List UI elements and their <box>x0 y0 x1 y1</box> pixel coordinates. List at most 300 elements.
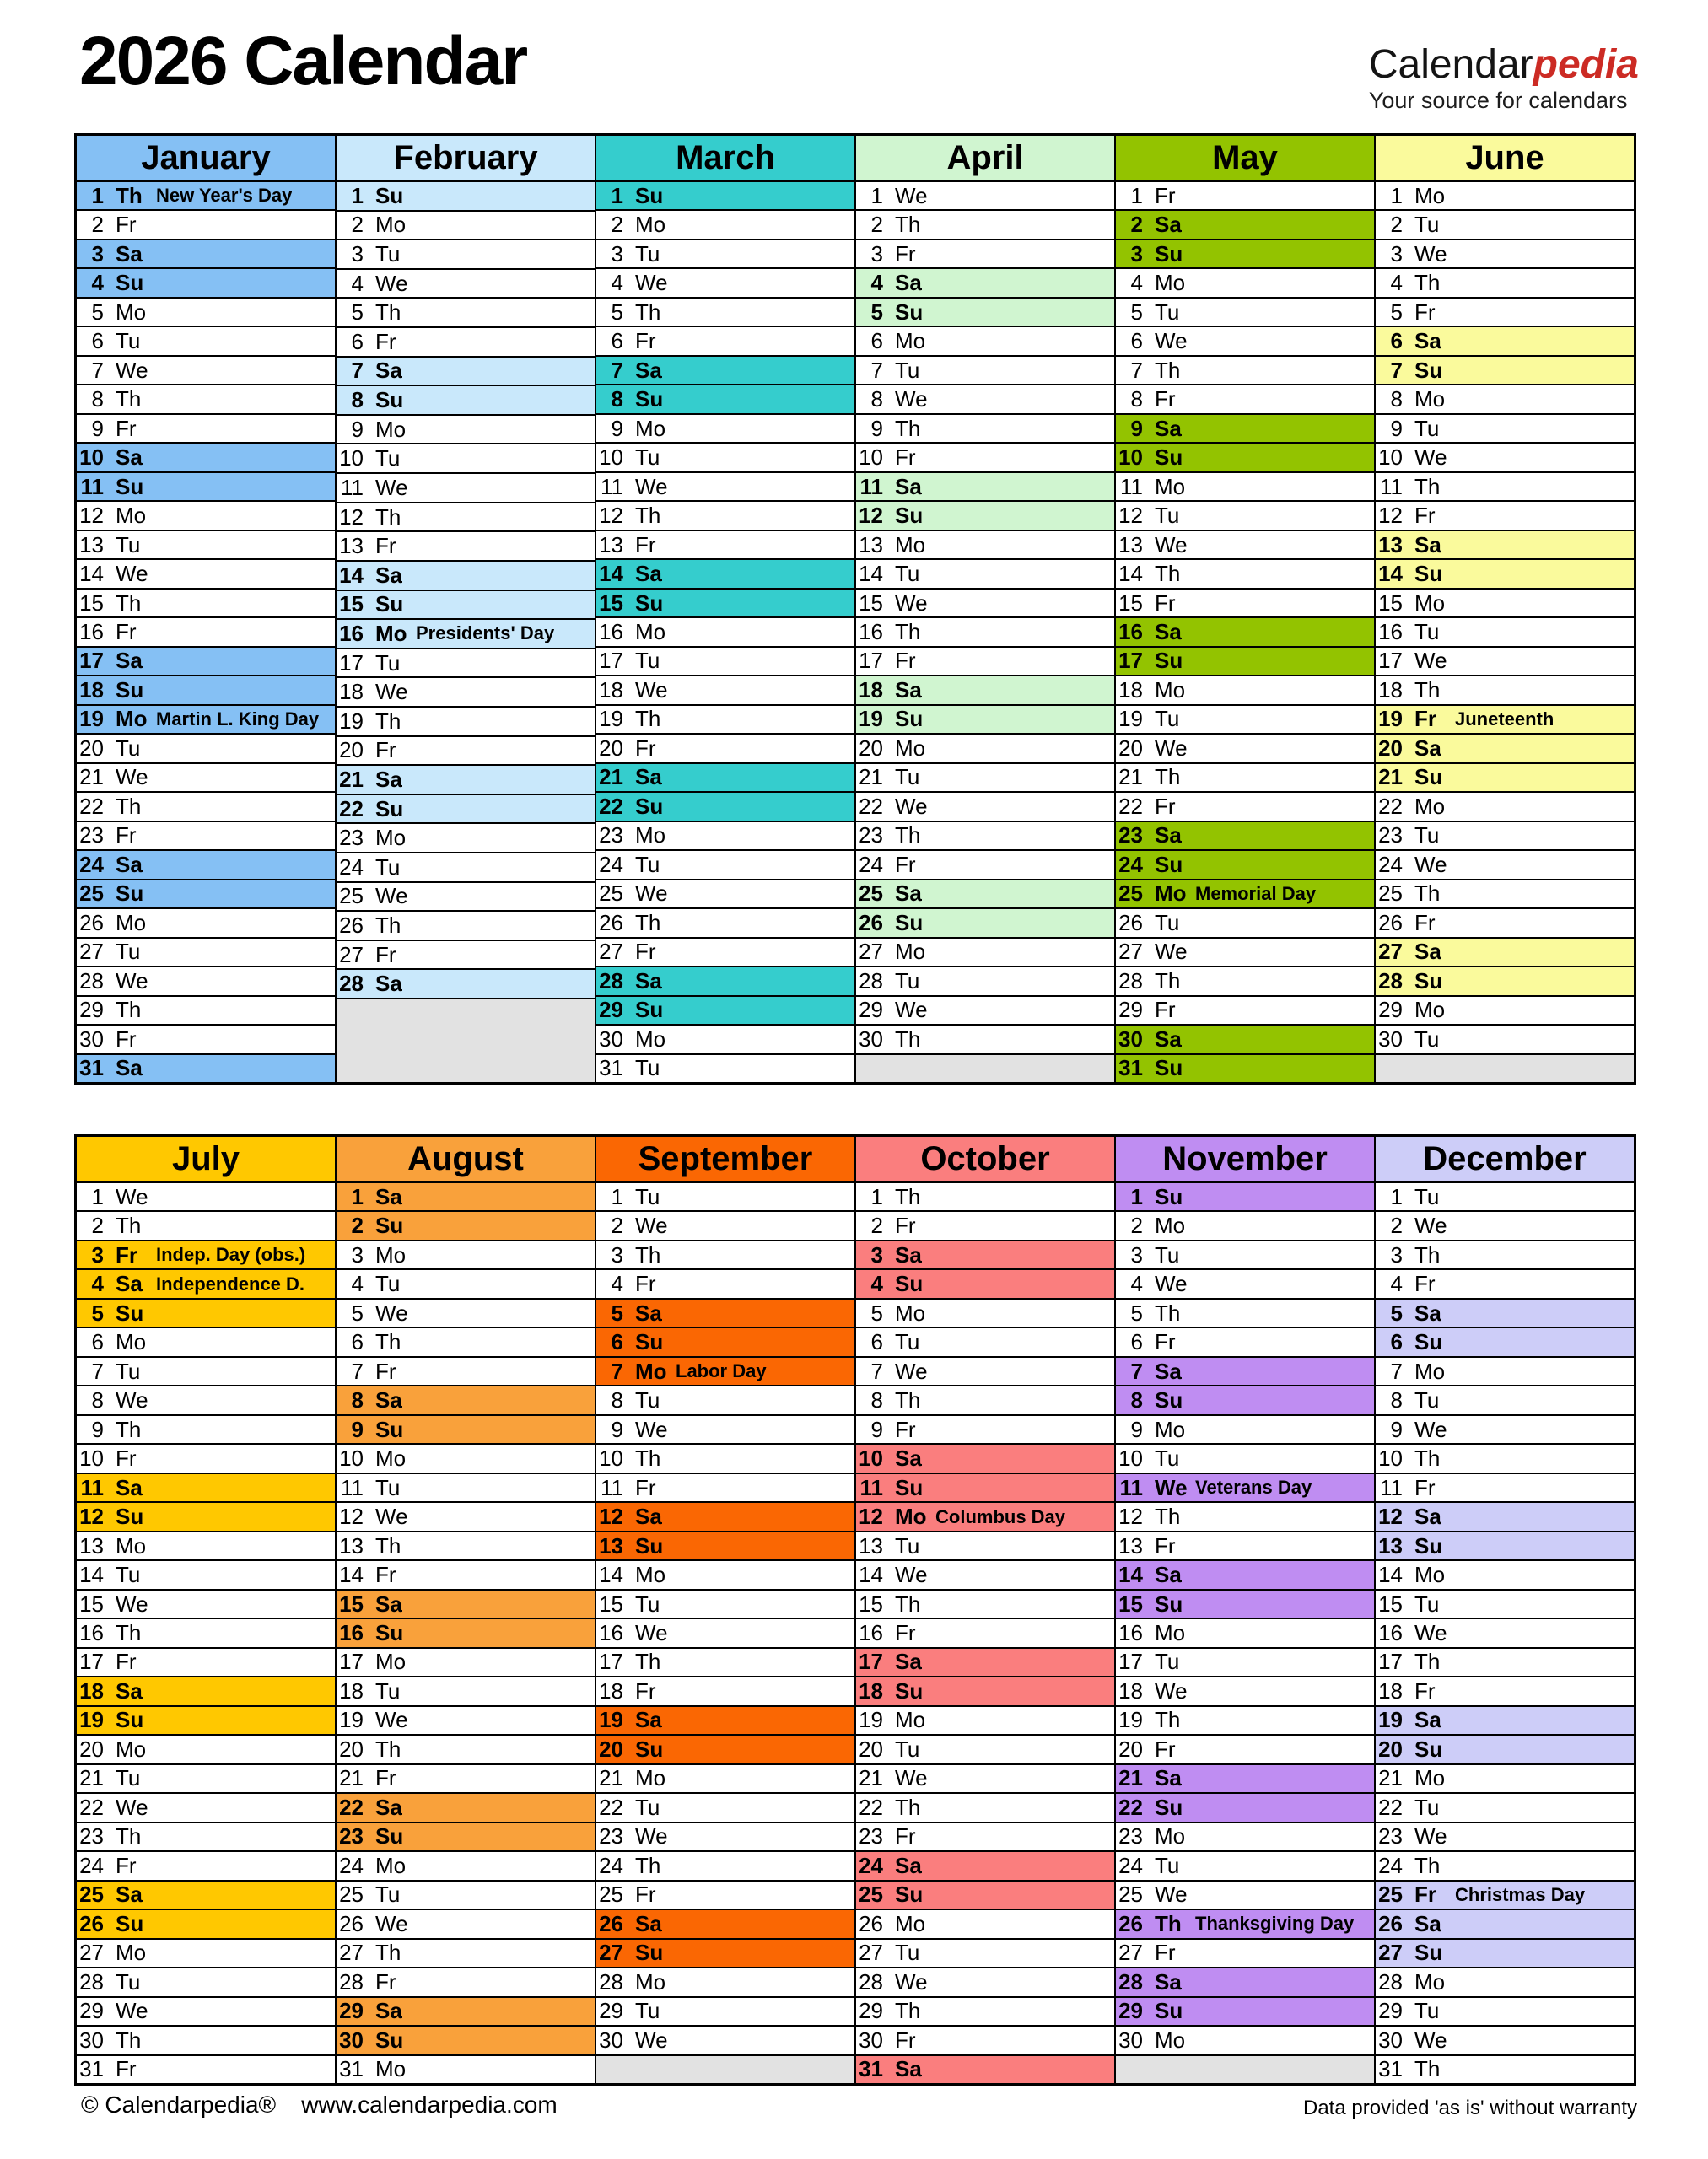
day-cell <box>1116 1414 1374 1443</box>
weekday-abbr: Tu <box>116 1765 141 1791</box>
day-cell <box>337 1618 595 1646</box>
month-column-october <box>854 1137 1114 2083</box>
day-cell <box>596 442 854 471</box>
day-number: 20 <box>859 1736 883 1762</box>
weekday-abbr: Sa <box>375 971 402 997</box>
day-number: 9 <box>1390 1416 1403 1442</box>
day-cell <box>1116 1473 1374 1501</box>
weekday-abbr: Fr <box>375 941 396 967</box>
weekday-abbr: Su <box>375 1213 404 1239</box>
day-cell <box>856 267 1114 296</box>
day-number: 4 <box>611 270 623 296</box>
day-number: 24 <box>339 1852 364 1878</box>
day-number: 10 <box>79 444 104 471</box>
weekday-abbr: Fr <box>1155 997 1176 1023</box>
day-cell <box>596 558 854 587</box>
weekday-abbr: Su <box>375 1620 404 1645</box>
day-number: 26 <box>859 1910 883 1936</box>
weekday-abbr: We <box>895 590 928 616</box>
day-number: 16 <box>1118 619 1143 644</box>
day-cell <box>337 1385 595 1413</box>
weekday-abbr: Fr <box>1414 1271 1436 1297</box>
day-cell <box>77 733 335 762</box>
day-cell <box>1116 2025 1374 2054</box>
day-number: 3 <box>91 1241 104 1268</box>
day-number: 23 <box>339 1823 364 1849</box>
weekday-abbr: Sa <box>1414 1707 1441 1733</box>
day-number: 7 <box>1390 357 1403 383</box>
weekday-abbr: We <box>1414 444 1447 471</box>
day-cell <box>596 1024 854 1053</box>
weekday-abbr: Tu <box>1155 706 1180 732</box>
day-number: 12 <box>859 1504 883 1530</box>
weekday-abbr: Th <box>635 1446 661 1472</box>
logo-part-calendar: Calendar <box>1368 42 1533 87</box>
weekday-abbr: Fr <box>116 415 137 441</box>
weekday-abbr: Su <box>1155 648 1183 674</box>
weekday-abbr: Sa <box>895 1649 922 1675</box>
weekday-abbr: Th <box>635 909 661 935</box>
day-cell <box>856 1559 1114 1588</box>
day-cell <box>1116 849 1374 878</box>
day-cell <box>856 182 1114 209</box>
weekday-abbr: Sa <box>1414 939 1441 965</box>
weekday-abbr: Su <box>116 1300 144 1326</box>
weekday-abbr: Tu <box>375 241 401 267</box>
day-cell <box>1376 209 1634 238</box>
day-number: 7 <box>351 358 364 384</box>
weekday-abbr: Su <box>1414 1736 1443 1762</box>
day-cell <box>1376 1938 1634 1967</box>
weekday-abbr: Mo <box>895 1300 926 1326</box>
day-cell <box>77 1792 335 1821</box>
weekday-abbr: Mo <box>895 531 926 557</box>
day-cell <box>1116 297 1374 326</box>
day-cell <box>77 791 335 820</box>
day-cell <box>596 2025 854 2054</box>
day-number: 27 <box>859 1940 883 1966</box>
day-cell <box>596 384 854 412</box>
weekday-abbr: Th <box>116 1823 142 1849</box>
weekday-abbr: Th <box>1155 764 1181 790</box>
weekday-abbr: Tu <box>375 1677 401 1704</box>
day-number: 25 <box>1118 1882 1143 1908</box>
weekday-abbr: Su <box>1414 1532 1443 1559</box>
day-cell <box>1376 675 1634 703</box>
day-number: 7 <box>611 357 623 383</box>
weekday-abbr: We <box>1414 851 1447 877</box>
day-cell <box>77 675 335 703</box>
weekday-abbr: Sa <box>635 357 662 383</box>
weekday-abbr: Mo <box>635 1026 666 1052</box>
day-cell <box>1376 1909 1634 1937</box>
weekday-abbr: Mo <box>375 825 407 851</box>
weekday-abbr: Tu <box>1414 1794 1440 1820</box>
day-number: 28 <box>859 967 883 993</box>
day-cell <box>337 268 595 298</box>
day-number: 26 <box>599 1910 623 1936</box>
month-column-august <box>335 1137 595 2083</box>
day-cell <box>77 937 335 966</box>
day-number: 5 <box>1390 1300 1403 1326</box>
day-cell <box>856 1385 1114 1413</box>
day-cell <box>1376 500 1634 529</box>
weekday-abbr: Fr <box>635 531 656 557</box>
weekday-abbr: Tu <box>1414 1183 1440 1209</box>
weekday-abbr: Th <box>375 1736 401 1762</box>
day-cell <box>337 1473 595 1501</box>
day-cell <box>1376 1880 1634 1909</box>
day-cell <box>337 1268 595 1297</box>
weekday-abbr: Tu <box>1414 822 1440 848</box>
day-number: 4 <box>611 1271 623 1297</box>
day-number: 2 <box>1130 1213 1143 1239</box>
weekday-abbr: Th <box>895 1183 921 1209</box>
day-cell <box>856 355 1114 384</box>
day-number: 3 <box>1130 240 1143 267</box>
day-number: 19 <box>1118 1707 1143 1733</box>
day-cell <box>77 879 335 907</box>
weekday-abbr: Fr <box>1155 1736 1176 1762</box>
day-cell <box>1376 1501 1634 1530</box>
day-cell <box>337 1183 595 1210</box>
day-number: 15 <box>859 590 883 616</box>
weekday-abbr: Su <box>375 1416 404 1442</box>
weekday-abbr: We <box>116 1183 148 1209</box>
day-number: 2 <box>1130 212 1143 238</box>
weekday-abbr: We <box>1155 1882 1188 1908</box>
day-number: 2 <box>351 1213 364 1239</box>
weekday-abbr: Su <box>1155 1998 1183 2024</box>
day-number: 26 <box>1118 909 1143 935</box>
day-number: 28 <box>599 967 623 993</box>
day-cell <box>596 704 854 733</box>
weekday-abbr: Th <box>1414 1241 1441 1268</box>
weekday-abbr: Mo <box>116 1736 147 1762</box>
weekday-abbr: Sa <box>375 1591 402 1617</box>
weekday-abbr: Tu <box>895 967 920 993</box>
month-column-february <box>335 136 595 1082</box>
weekday-abbr: We <box>1414 1213 1447 1239</box>
day-cell <box>77 821 335 849</box>
day-number: 1 <box>870 1183 883 1209</box>
day-number: 21 <box>1118 764 1143 790</box>
day-number: 21 <box>79 1765 104 1791</box>
day-cell <box>1116 1024 1374 1053</box>
day-cell <box>596 646 854 675</box>
weekday-abbr: Sa <box>116 648 143 674</box>
day-cell <box>77 413 335 442</box>
day-number: 18 <box>79 1677 104 1704</box>
day-cell <box>337 210 595 240</box>
weekday-abbr: Fr <box>375 737 396 763</box>
day-number: 1 <box>351 1183 364 1209</box>
weekday-abbr: Mo <box>375 416 407 442</box>
day-cell <box>856 1589 1114 1618</box>
weekday-abbr: Mo <box>1155 676 1186 703</box>
weekday-abbr: Sa <box>635 1910 662 1936</box>
day-number: 22 <box>599 1794 623 1820</box>
weekday-abbr: Sa <box>1155 212 1182 238</box>
day-number: 25 <box>599 1882 623 1908</box>
day-number: 26 <box>339 1910 364 1936</box>
day-cell <box>596 1734 854 1763</box>
day-number: 29 <box>1118 997 1143 1023</box>
weekday-abbr: Tu <box>116 328 141 354</box>
day-number: 25 <box>339 883 364 909</box>
day-number: 30 <box>339 2027 364 2053</box>
weekday-abbr: Sa <box>1414 735 1441 761</box>
day-number: 18 <box>339 679 364 705</box>
day-number: 16 <box>339 620 364 646</box>
day-cell <box>856 937 1114 966</box>
day-number: 10 <box>599 444 623 471</box>
day-cell <box>337 1327 595 1355</box>
weekday-abbr: Sa <box>895 473 922 499</box>
day-number: 18 <box>79 676 104 703</box>
weekday-abbr: Fr <box>1414 909 1436 935</box>
weekday-abbr: Fr <box>895 1823 916 1849</box>
day-cell <box>596 297 854 326</box>
weekday-abbr: We <box>1155 328 1188 354</box>
day-cell <box>1376 937 1634 966</box>
day-number: 30 <box>1378 2027 1403 2053</box>
day-number: 17 <box>1378 648 1403 674</box>
weekday-abbr: We <box>116 1387 148 1413</box>
day-cell <box>596 413 854 442</box>
weekday-abbr: Tu <box>1155 1241 1180 1268</box>
weekday-abbr: Mo <box>375 2056 407 2082</box>
day-cell <box>856 1356 1114 1385</box>
weekday-abbr: Mo <box>635 822 666 848</box>
day-cell <box>77 1850 335 1879</box>
weekday-abbr: Mo <box>1414 1968 1446 1995</box>
day-number: 5 <box>870 1300 883 1326</box>
weekday-abbr: Mo <box>375 212 407 238</box>
weekday-abbr: Sa <box>635 764 662 790</box>
day-number: 11 <box>601 1474 623 1500</box>
day-number: 15 <box>1378 1591 1403 1617</box>
day-cell <box>1376 704 1634 733</box>
day-cell <box>337 822 595 852</box>
holiday-label: Thanksgiving Day <box>1195 1913 1355 1935</box>
day-cell <box>596 1473 854 1501</box>
day-cell <box>596 267 854 296</box>
weekday-abbr: Fr <box>116 822 137 848</box>
weekday-abbr: Su <box>895 1882 924 1908</box>
weekday-abbr: Tu <box>895 1532 920 1559</box>
day-number: 19 <box>339 1707 364 1733</box>
day-cell <box>1376 413 1634 442</box>
day-number: 12 <box>339 503 364 530</box>
weekday-abbr: Tu <box>635 1794 660 1820</box>
day-cell <box>856 500 1114 529</box>
day-number: 18 <box>1118 676 1143 703</box>
day-cell <box>1376 471 1634 500</box>
day-cell <box>1376 267 1634 296</box>
day-number: 27 <box>79 1940 104 1966</box>
weekday-abbr: Tu <box>1155 503 1180 529</box>
day-cell <box>77 530 335 558</box>
day-number: 4 <box>351 270 364 296</box>
weekday-abbr: We <box>116 1998 148 2024</box>
day-cell <box>1116 616 1374 645</box>
day-number: 8 <box>351 387 364 413</box>
day-number: 6 <box>870 1329 883 1355</box>
holiday-label: Indep. Day (obs.) <box>156 1244 306 1266</box>
day-cell <box>596 471 854 500</box>
day-cell <box>77 966 335 994</box>
empty-filler-cell <box>337 998 595 1082</box>
weekday-abbr: Th <box>1155 561 1181 587</box>
day-cell <box>77 616 335 645</box>
holiday-label: Christmas Day <box>1455 1883 1586 1905</box>
day-number: 16 <box>859 1620 883 1645</box>
day-cell <box>337 1938 595 1967</box>
day-number: 9 <box>91 1416 104 1442</box>
weekday-abbr: We <box>635 1416 668 1442</box>
day-number: 23 <box>859 822 883 848</box>
day-number: 4 <box>1390 270 1403 296</box>
weekday-abbr: Su <box>895 706 924 732</box>
weekday-abbr: Su <box>635 1532 664 1559</box>
day-number: 14 <box>79 561 104 587</box>
month-header-september: September <box>596 1137 854 1183</box>
day-cell <box>856 326 1114 354</box>
weekday-abbr: Th <box>1414 473 1441 499</box>
day-cell <box>1376 384 1634 412</box>
weekday-abbr: Mo <box>1414 997 1446 1023</box>
weekday-abbr: Sa <box>375 1998 402 2024</box>
weekday-abbr: Th <box>1414 1649 1441 1675</box>
day-cell <box>1376 1763 1634 1792</box>
weekday-abbr: Sa <box>116 1677 143 1704</box>
weekday-abbr: Th <box>375 299 401 326</box>
day-cell <box>596 1647 854 1676</box>
weekday-abbr: Mo <box>1155 473 1186 499</box>
day-number: 8 <box>91 1387 104 1413</box>
day-cell <box>1376 1210 1634 1239</box>
day-number: 2 <box>1390 1213 1403 1239</box>
day-number: 10 <box>599 1446 623 1472</box>
day-cell <box>856 646 1114 675</box>
day-cell <box>337 1356 595 1385</box>
weekday-abbr: Mo <box>1414 1358 1446 1384</box>
day-cell <box>596 879 854 907</box>
weekday-abbr: Fr <box>1414 1882 1436 1908</box>
day-cell <box>337 297 595 326</box>
day-number: 28 <box>1118 1968 1143 1995</box>
day-cell <box>1376 995 1634 1024</box>
weekday-abbr: Th <box>116 2027 142 2053</box>
day-number: 5 <box>1130 1300 1143 1326</box>
weekday-abbr: Tu <box>1414 212 1440 238</box>
day-cell <box>77 704 335 733</box>
day-number: 13 <box>859 531 883 557</box>
weekday-abbr: Tu <box>1155 1649 1180 1675</box>
day-cell <box>337 443 595 472</box>
weekday-abbr: Sa <box>375 766 402 792</box>
weekday-abbr: We <box>895 182 928 208</box>
day-number: 11 <box>859 473 883 499</box>
day-cell <box>1116 1996 1374 2025</box>
day-cell <box>856 995 1114 1024</box>
weekday-abbr: Fr <box>375 1968 396 1995</box>
day-number: 3 <box>351 241 364 267</box>
weekday-abbr: Su <box>116 270 144 296</box>
day-cell <box>856 675 1114 703</box>
day-number: 16 <box>859 619 883 644</box>
day-number: 1 <box>870 182 883 208</box>
weekday-abbr: Th <box>635 1852 661 1878</box>
weekday-abbr: Tu <box>116 735 141 761</box>
day-cell <box>596 588 854 616</box>
day-number: 8 <box>1130 1387 1143 1413</box>
day-cell <box>337 560 595 590</box>
day-cell <box>856 1996 1114 2025</box>
day-cell <box>77 1053 335 1082</box>
weekday-abbr: Th <box>635 299 661 325</box>
weekday-abbr: Mo <box>895 1707 926 1733</box>
day-number: 17 <box>339 1649 364 1675</box>
website-url[interactable]: www.calendarpedia.com <box>301 2092 558 2118</box>
day-cell <box>596 616 854 645</box>
weekday-abbr: Fr <box>116 1852 137 1878</box>
day-number: 15 <box>599 1591 623 1617</box>
day-cell <box>1376 1996 1634 2025</box>
weekday-abbr: Tu <box>635 851 660 877</box>
day-number: 31 <box>79 2056 104 2082</box>
weekday-abbr: Fr <box>895 1416 916 1442</box>
month-column-june <box>1374 136 1634 1082</box>
day-number: 27 <box>339 941 364 967</box>
day-cell <box>1116 907 1374 936</box>
day-number: 8 <box>1390 1387 1403 1413</box>
calendar-second-half <box>74 1134 1636 2086</box>
day-cell <box>596 791 854 820</box>
day-number: 29 <box>79 1998 104 2024</box>
weekday-abbr: Sa <box>635 1300 662 1326</box>
day-cell <box>596 209 854 238</box>
holiday-label: Presidents' Day <box>416 622 555 644</box>
weekday-abbr: Th <box>1414 270 1441 296</box>
day-cell <box>1116 1501 1374 1530</box>
day-cell <box>1116 995 1374 1024</box>
day-cell <box>1376 1414 1634 1443</box>
day-cell <box>77 1647 335 1676</box>
weekday-abbr: Sa <box>116 1474 143 1500</box>
day-cell <box>77 1298 335 1327</box>
day-number: 7 <box>870 357 883 383</box>
day-number: 11 <box>1380 473 1403 499</box>
weekday-abbr: Su <box>635 1940 664 1966</box>
weekday-abbr: Mo <box>895 1910 926 1936</box>
day-number: 4 <box>1390 1271 1403 1297</box>
weekday-abbr: Mo <box>1155 1213 1186 1239</box>
day-number: 21 <box>599 764 623 790</box>
weekday-abbr: Mo <box>1155 270 1186 296</box>
day-cell <box>596 1676 854 1704</box>
day-number: 5 <box>1130 299 1143 325</box>
day-cell <box>596 821 854 849</box>
day-cell <box>856 1676 1114 1704</box>
day-number: 6 <box>1130 328 1143 354</box>
weekday-abbr: Su <box>635 1329 664 1355</box>
day-cell <box>1116 704 1374 733</box>
weekday-abbr: Sa <box>116 1882 143 1908</box>
day-number: 13 <box>339 533 364 559</box>
day-cell <box>856 1705 1114 1734</box>
